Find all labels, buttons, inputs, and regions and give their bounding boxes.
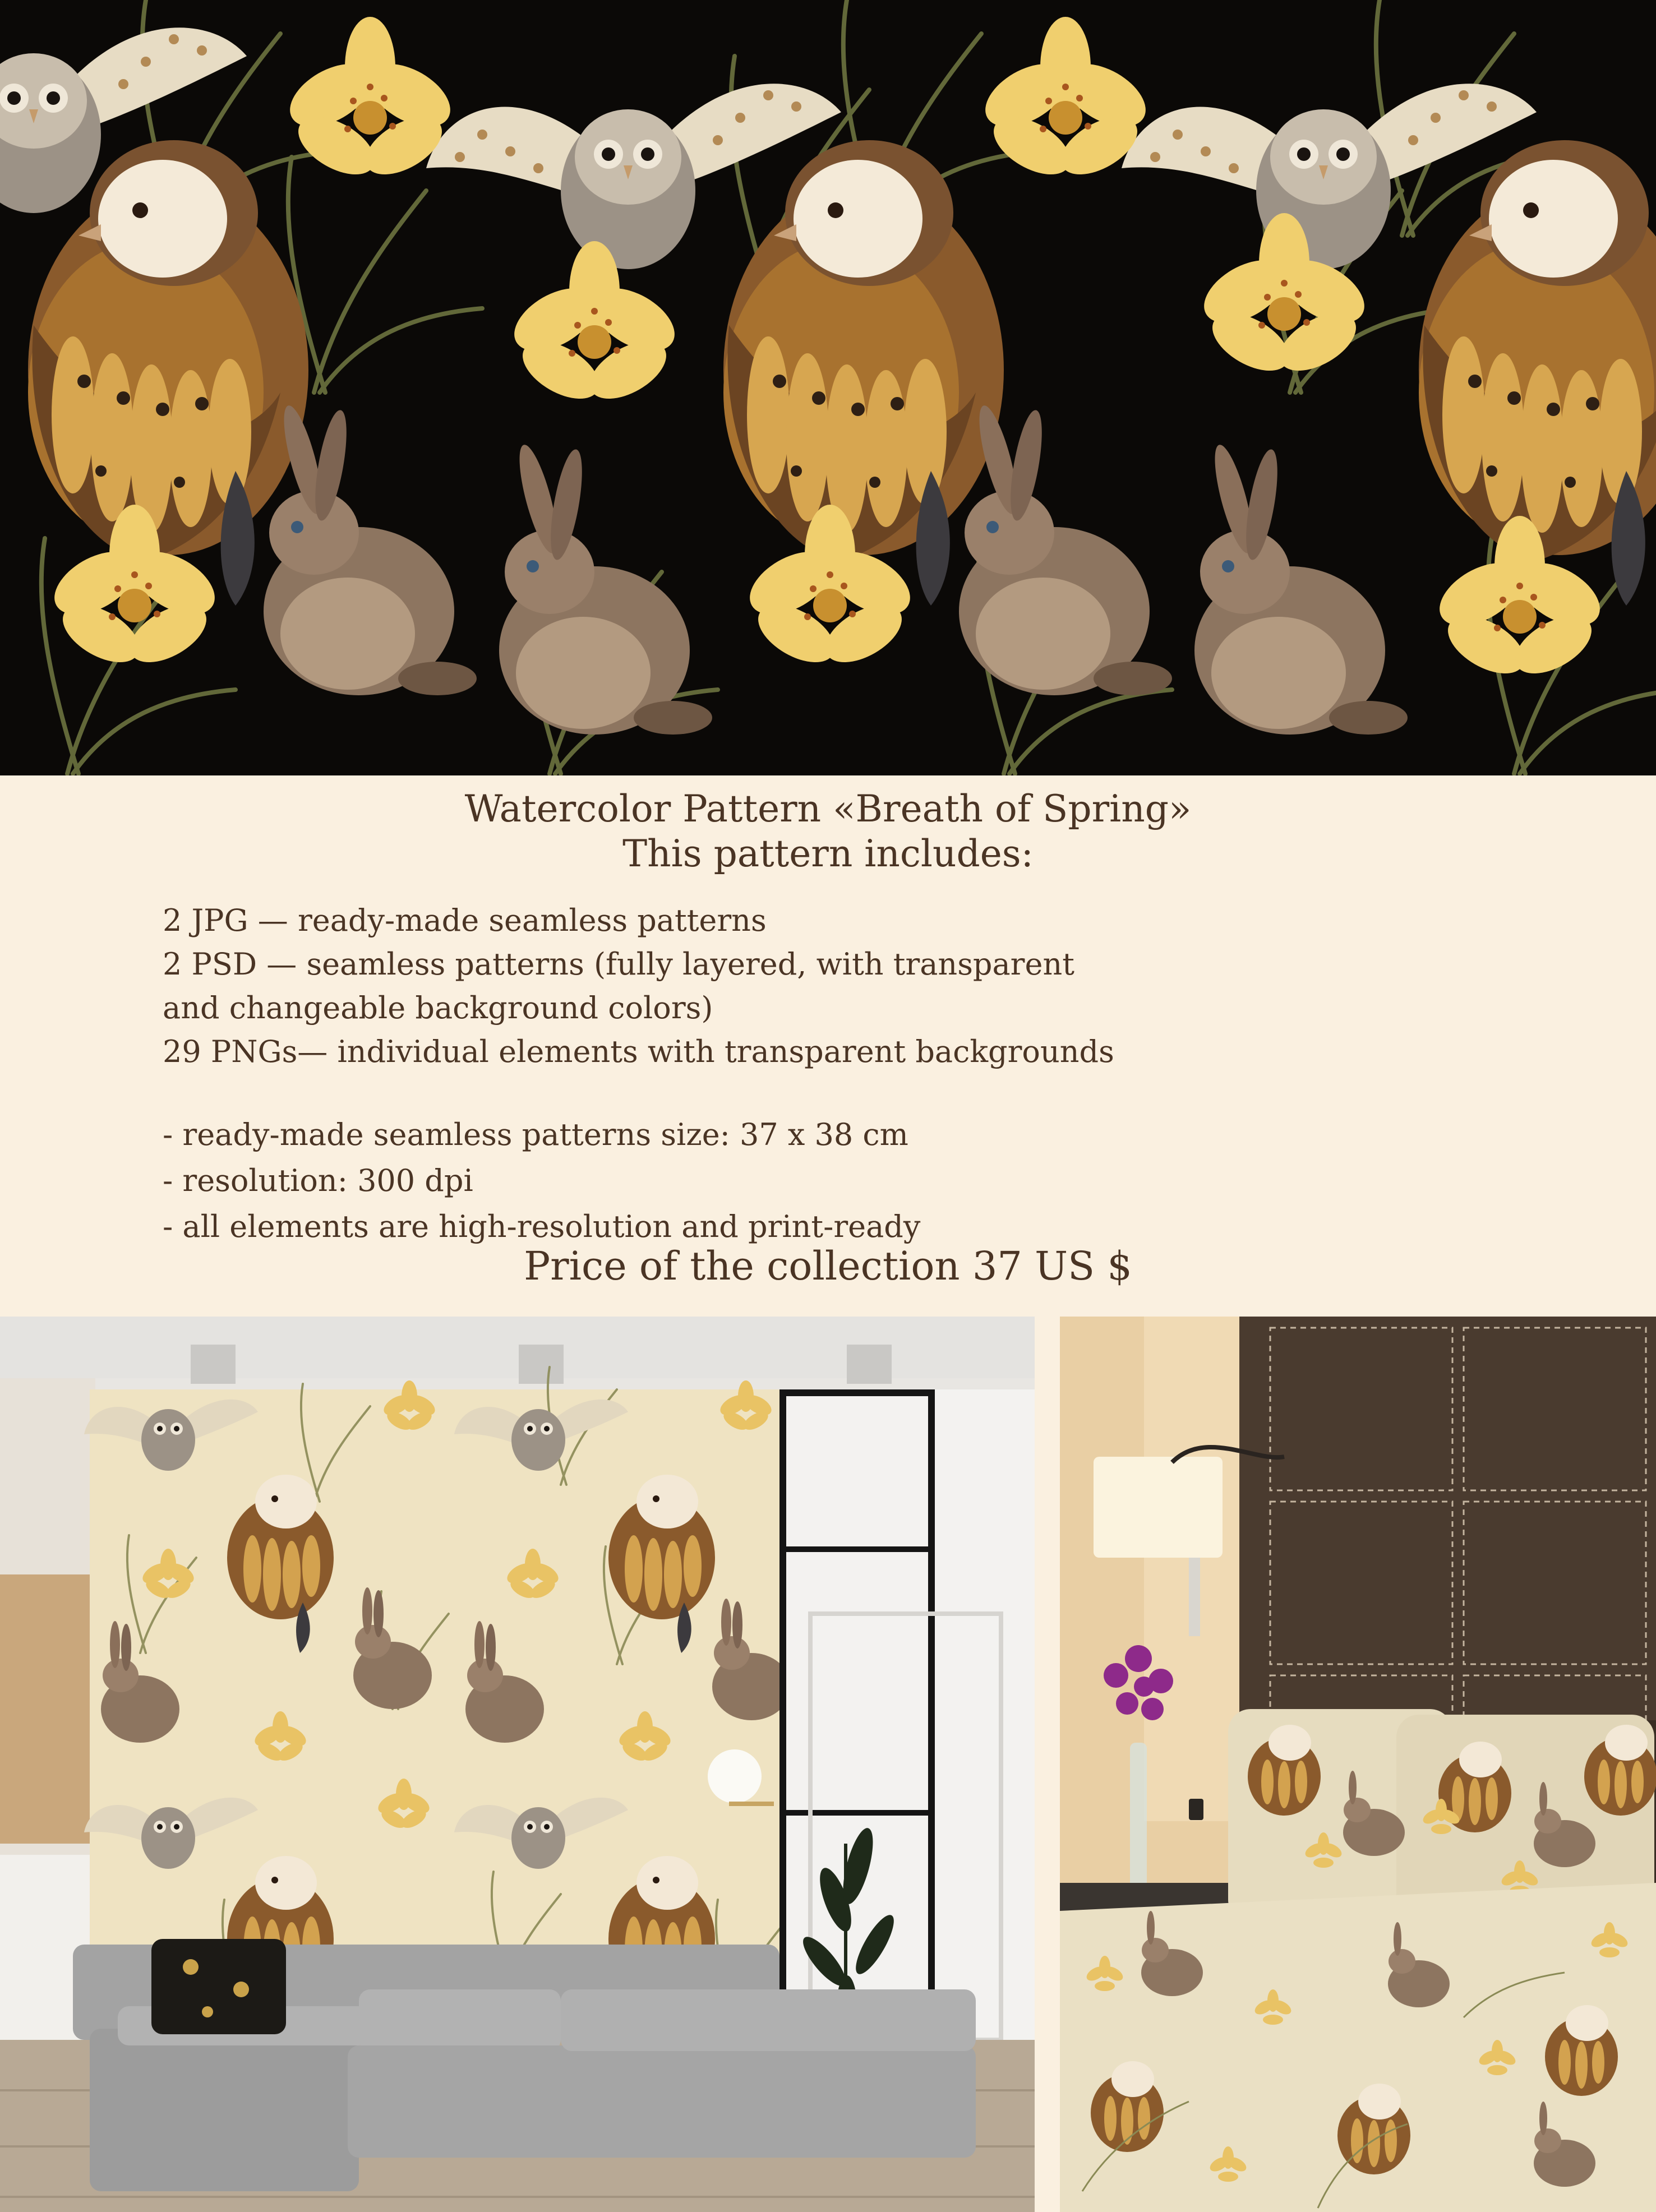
price-label: Price of the collection 37 US $: [524, 1243, 1132, 1289]
image-gap: [1035, 1317, 1060, 2212]
list-item: 2 PSD — seamless patterns (fully layered, with transparent: [163, 946, 1074, 982]
list-item: - all elements are high-resolution and print-ready: [163, 1209, 921, 1244]
includes-list: [163, 899, 1452, 1074]
specs-list: [163, 1112, 1452, 1250]
list-item: and changeable background colors): [163, 990, 713, 1026]
product-description: [0, 775, 1656, 1317]
wallpaper-room-mockup: [0, 1317, 1035, 2212]
pattern-artwork: [0, 0, 1656, 775]
list-item: - resolution: 300 dpi: [163, 1163, 473, 1198]
bedroom-scene: [1060, 1317, 1656, 2212]
bedding-mockup: [1060, 1317, 1656, 2212]
list-item: - ready-made seamless patterns size: 37 x 38 cm: [163, 1117, 908, 1152]
list-item: 29 PNGs— individual elements with transparent backgrounds: [163, 1034, 1114, 1069]
product-title: Watercolor Pattern «Breath of Spring»: [464, 787, 1192, 830]
room-scene: [0, 1317, 1035, 2212]
pattern-preview-dark: [0, 0, 1656, 775]
includes-heading: This pattern includes:: [622, 832, 1034, 875]
list-item: 2 JPG — ready-made seamless patterns: [163, 903, 767, 938]
